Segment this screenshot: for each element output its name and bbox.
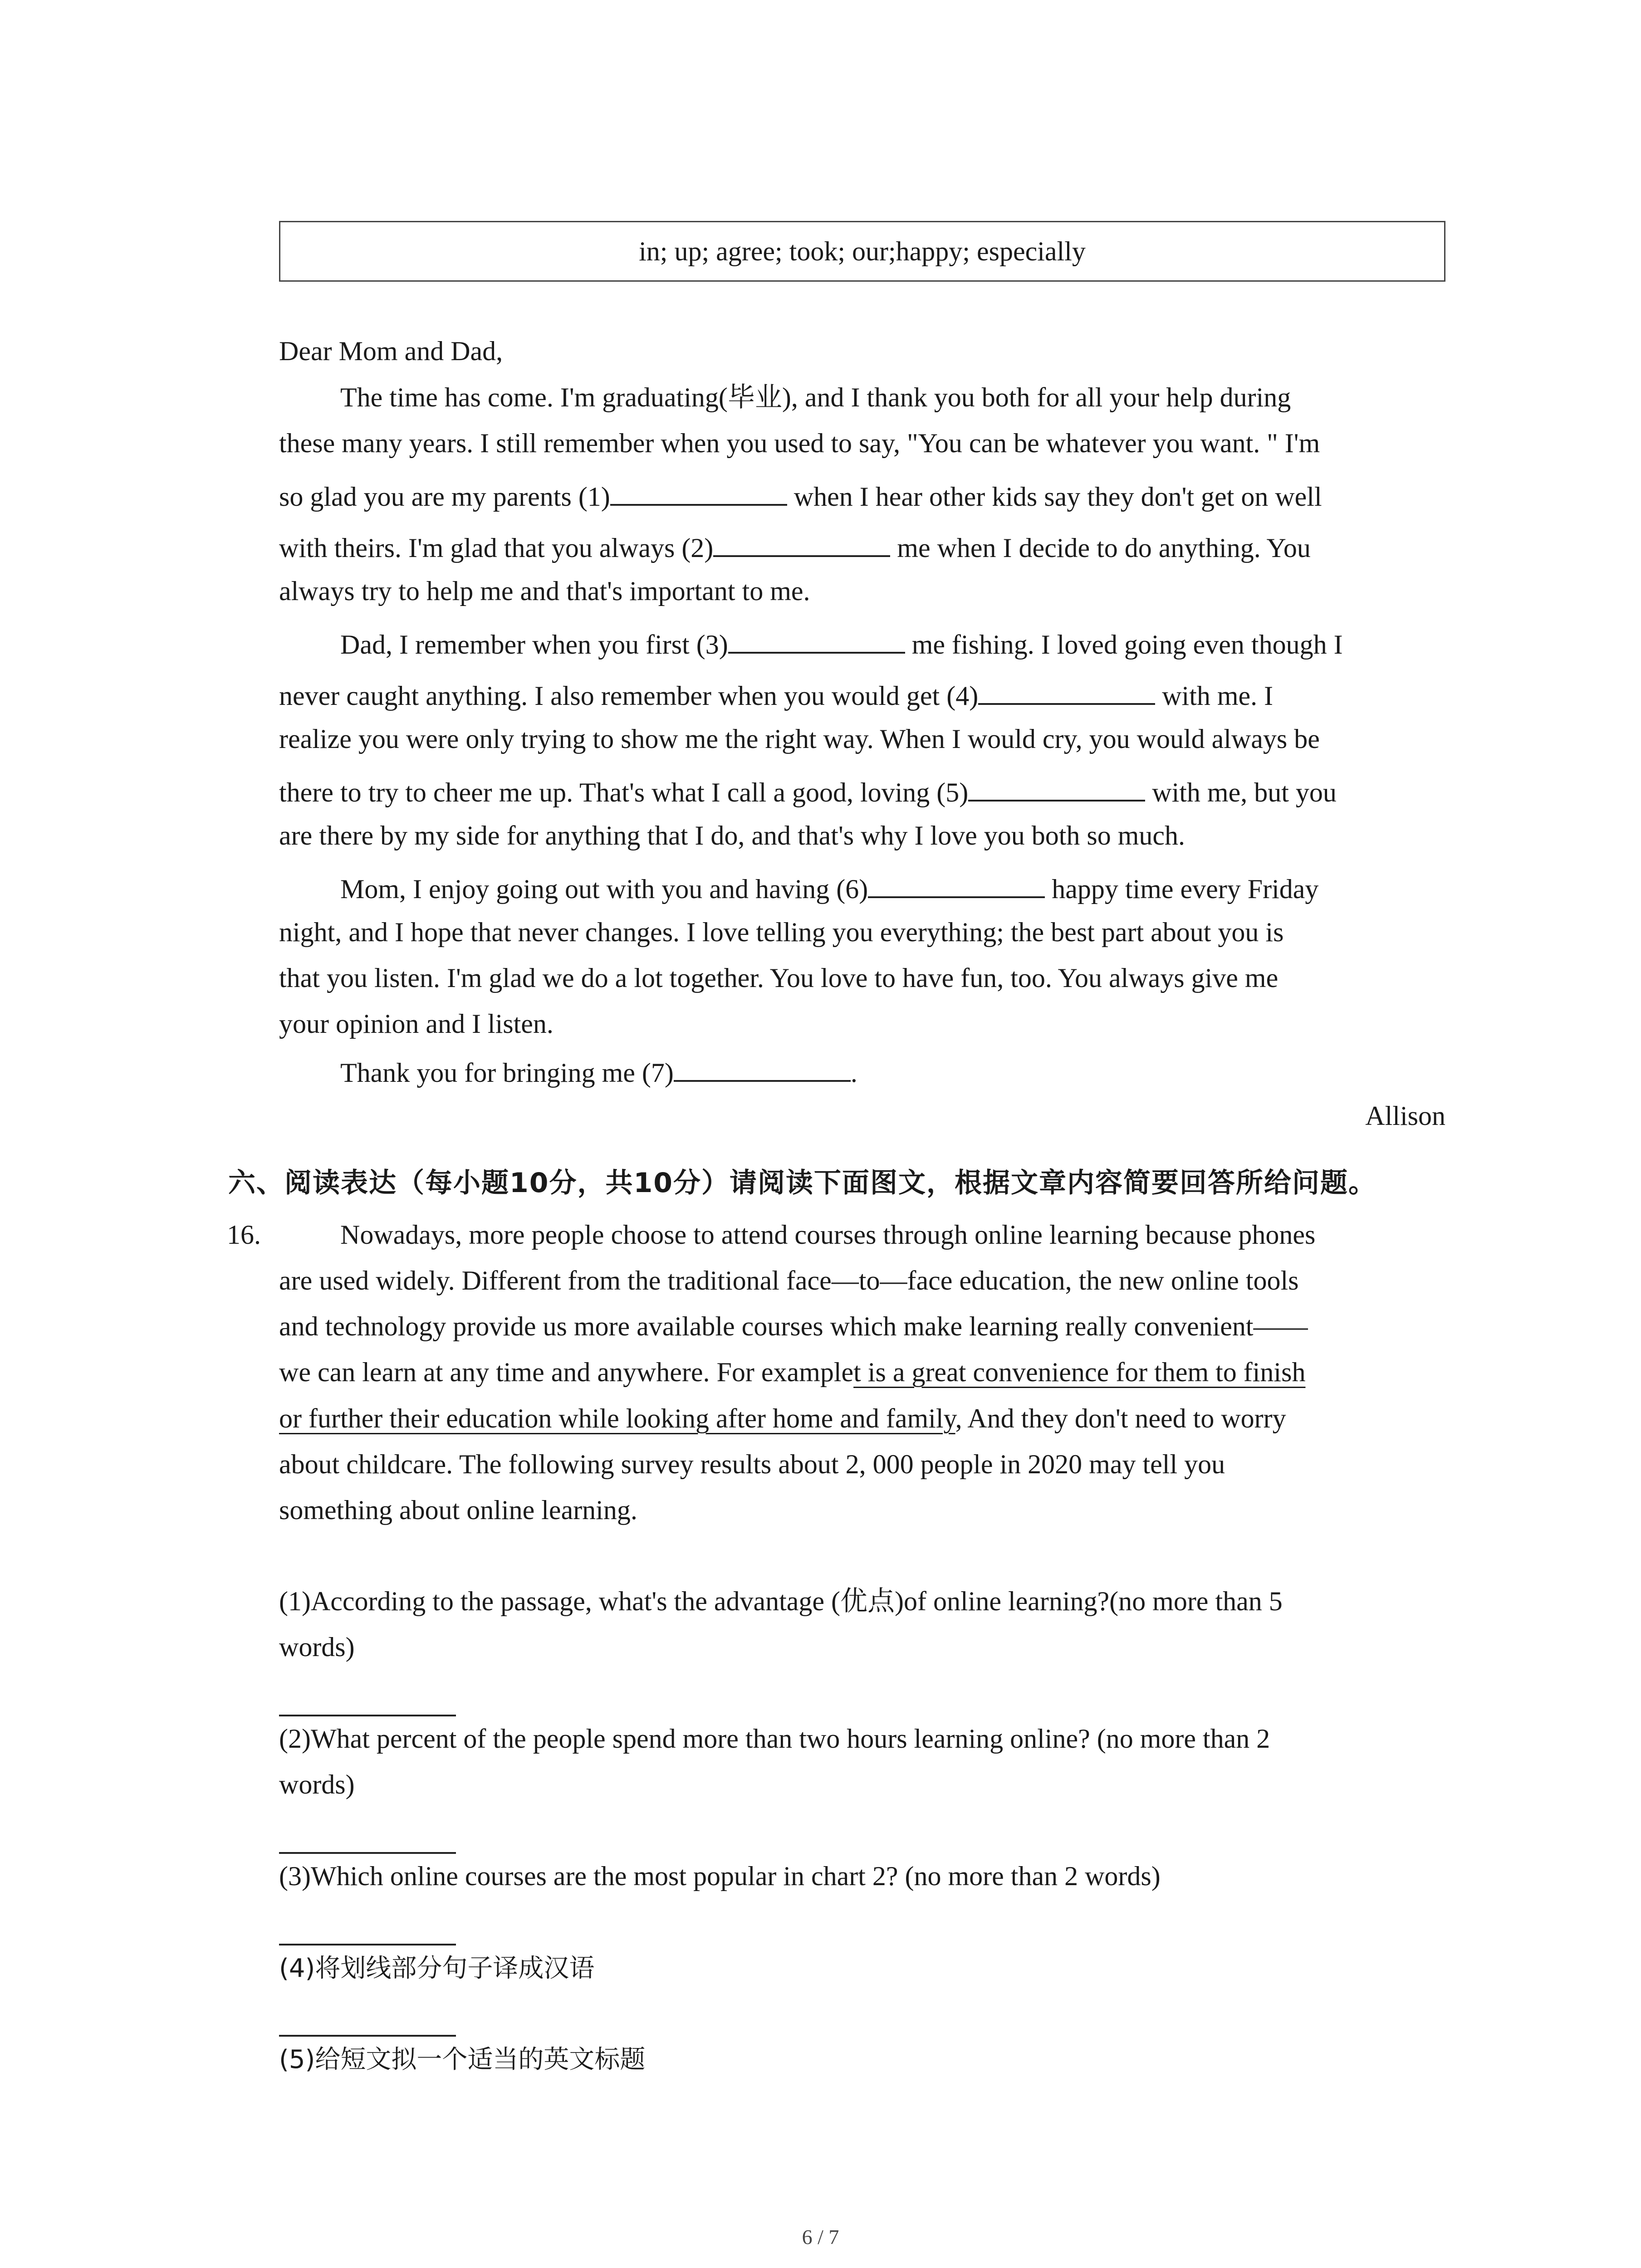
letter-text: so glad you are my parents (1) — [279, 482, 610, 512]
answer-blank-6[interactable] — [868, 870, 1045, 898]
letter-line — [340, 870, 1318, 905]
passage-line: and technology provide us more available courses which make learning really convenient—— — [279, 1311, 1308, 1341]
word-bank-box — [279, 221, 1445, 282]
passage-line: something about online learning. — [279, 1495, 637, 1525]
letter-line: are there by my side for anything that I do, and that's why I love you both so much. — [279, 821, 1185, 850]
passage-line: Nowadays, more people choose to attend courses through online learning because phones — [340, 1220, 1316, 1250]
underlined-sentence: t is a great convenience for them to finish — [853, 1357, 1306, 1387]
letter-text: with me. I — [1155, 681, 1274, 711]
passage-line: are used widely. Different from the traditional face—to—face education, the new online tools — [279, 1266, 1299, 1295]
section-heading: 六、阅读表达（每小题10分，共10分）请阅读下面图文，根据文章内容简要回答所给问题。 — [228, 1167, 1376, 1199]
passage-line: about childcare. The following survey results about 2, 000 people in 2020 may tell you — [279, 1449, 1225, 1479]
answer-blank-4[interactable] — [978, 677, 1155, 705]
letter-line: night, and I hope that never changes. I love telling you everything; the best part about you is — [279, 917, 1284, 947]
question-4-text: (4)将划线部分句子译成汉语 — [279, 1954, 595, 1983]
answer-blank-3[interactable] — [728, 626, 905, 654]
letter-line: that you listen. I'm glad we do a lot together. You love to have fun, too. You always give me — [279, 963, 1279, 993]
question-2: (2)What percent of the people spend more than two hours learning online? (no more than 2 — [279, 1724, 1270, 1754]
letter-line: realize you were only trying to show me the right way. When I would cry, you would always be — [279, 724, 1320, 754]
letter-text: happy time every Friday — [1045, 874, 1319, 904]
letter-line: The time has come. I'm graduating(毕业), and I thank you both for all your help during — [340, 382, 1291, 412]
answer-blank-7[interactable] — [674, 1054, 851, 1082]
letter-greeting: Dear Mom and Dad, — [279, 336, 503, 366]
answer-blank-5[interactable] — [968, 773, 1145, 802]
question-2-cont: words) — [279, 1769, 355, 1799]
answer-line-4[interactable] — [279, 2035, 456, 2037]
letter-text: Mom, I enjoy going out with you and having (6) — [340, 874, 868, 904]
letter-line — [279, 677, 1273, 712]
passage-text: we can learn at any time and anywhere. For example — [279, 1357, 854, 1387]
answer-line-2[interactable] — [279, 1852, 456, 1854]
passage-line — [279, 1402, 1286, 1435]
passage-text: , And they don't need to worry — [955, 1403, 1286, 1433]
answer-line-1[interactable] — [279, 1715, 456, 1716]
letter-line: always try to help me and that's important to me. — [279, 576, 810, 606]
page-number: 6 / 7 — [802, 2225, 839, 2248]
question-4 — [279, 1951, 594, 1985]
letter-line — [340, 1054, 857, 1089]
answer-line-3[interactable] — [279, 1944, 456, 1945]
letter-text: . — [850, 1058, 857, 1088]
question-5 — [279, 2043, 645, 2076]
letter-text: with me, but you — [1145, 777, 1337, 807]
letter-text: with theirs. I'm glad that you always (2) — [279, 533, 714, 563]
letter-line — [279, 773, 1337, 809]
letter-text: never caught anything. I also remember when you would get (4) — [279, 681, 979, 711]
letter-text: Thank you for bringing me (7) — [340, 1058, 674, 1088]
question-3: (3)Which online courses are the most popular in chart 2? (no more than 2 words) — [279, 1861, 1161, 1891]
letter-text: me fishing. I loved going even though I — [905, 630, 1343, 660]
answer-blank-1[interactable] — [610, 478, 787, 506]
answer-blank-2[interactable] — [713, 529, 890, 557]
letter-text: Dad, I remember when you first (3) — [340, 630, 728, 660]
letter-line — [279, 478, 1322, 513]
letter-line: these many years. I still remember when you used to say, "You can be whatever you want. " I'm — [279, 428, 1320, 458]
letter-text: when I hear other kids say they don't get on well — [787, 482, 1322, 512]
letter-line: your opinion and I listen. — [279, 1009, 554, 1039]
letter-line — [279, 529, 1311, 564]
letter-signature: Allison — [1365, 1101, 1445, 1131]
letter-text: there to try to cheer me up. That's what I call a good, loving (5) — [279, 777, 969, 807]
word-bank-text: in; up; agree; took; our;happy; especially — [639, 236, 1086, 266]
letter-line — [340, 626, 1343, 661]
question-1: (1)According to the passage, what's the advantage (优点)of online learning?(no more than 5 — [279, 1586, 1283, 1616]
passage-line — [279, 1356, 1305, 1388]
underlined-sentence: or further their education while looking after home and family — [279, 1403, 955, 1433]
question-1-cont: words) — [279, 1632, 355, 1662]
question-number: 16. — [227, 1220, 261, 1250]
letter-text: me when I decide to do anything. You — [890, 533, 1311, 563]
question-5-text: (5)给短文拟一个适当的英文标题 — [279, 2045, 646, 2074]
